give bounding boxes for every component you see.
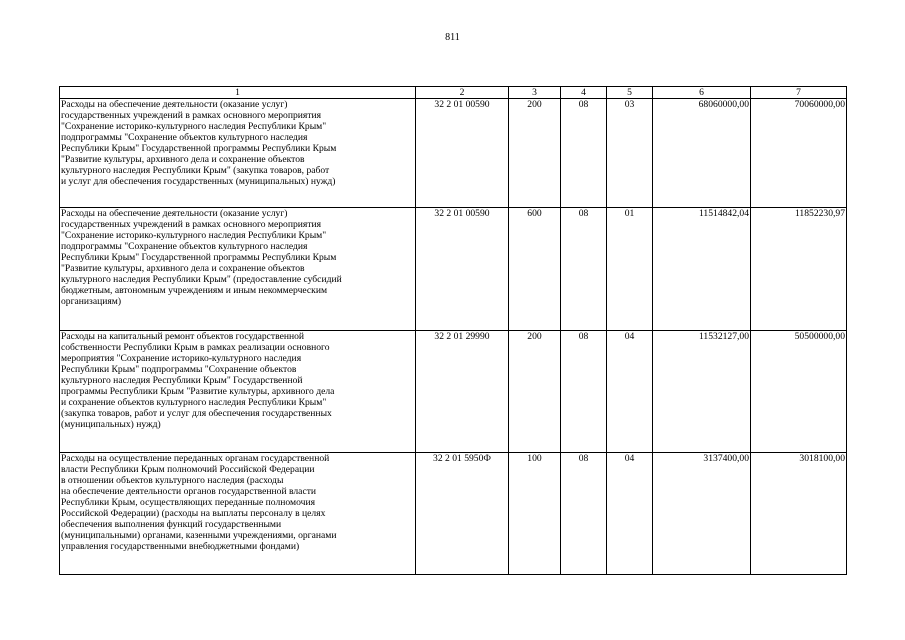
row-subsection: 03 [607,99,653,208]
header-col-7: 7 [751,87,847,99]
header-col-1: 1 [60,87,416,99]
header-col-5: 5 [607,87,653,99]
row-description: Расходы на капитальный ремонт объектов государственной собственности Республики Крым в рамках реализации основного мероприятия "Сохранение историко-культурного наследия Республики Крым" подпрограммы "Сохранение объектов культурного наследия Республики Крым" Государственной программы Республики Крым "Развитие культуры, архивного дела и сохранение объектов культурного наследия Республики Крым" (закупка товаров, работ и услуг для обеспечения государственных (муниципальных) нужд) [60,331,416,453]
row-expense-type: 600 [509,208,561,331]
row-description: Расходы на обеспечение деятельности (оказание услуг) государственных учреждений в рамках основного мероприятия "Сохранение историко-культурного наследия Республики Крым" подпрограммы "Сохранение объектов культурного наследия Республики Крым" Государственной программы Республики Крым "Развитие культуры, архивного дела и сохранение объектов культурного наследия Республики Крым" (закупка товаров, работ и услуг для обеспечения государственных (муниципальных) нужд) [60,99,416,208]
row-target-code: 32 2 01 29990 [416,331,509,453]
row-amount-col7: 50500000,00 [751,331,847,453]
row-target-code: 32 2 01 00590 [416,99,509,208]
row-amount-col6: 11514842,04 [653,208,751,331]
header-row [60,87,847,99]
row-amount-col7: 3018100,00 [751,453,847,575]
row-target-code: 32 2 01 00590 [416,208,509,331]
table-row [60,331,847,453]
row-amount-col6: 68060000,00 [653,99,751,208]
header-col-3: 3 [509,87,561,99]
row-amount-col6: 11532127,00 [653,331,751,453]
row-subsection: 04 [607,453,653,575]
header-col-6: 6 [653,87,751,99]
row-section: 08 [561,208,607,331]
table-row [60,453,847,575]
row-description: Расходы на обеспечение деятельности (оказание услуг) государственных учреждений в рамках основного мероприятия "Сохранение историко-культурного наследия Республики Крым" подпрограммы "Сохранение объектов культурного наследия Республики Крым" Государственной программы Республики Крым "Развитие культуры, архивного дела и сохранение объектов культурного наследия Республики Крым" (предоставление субсидий бюджетным, автономным учреждениям и иным некоммерческим организациям) [60,208,416,331]
row-subsection: 01 [607,208,653,331]
header-col-4: 4 [561,87,607,99]
row-expense-type: 100 [509,453,561,575]
row-expense-type: 200 [509,331,561,453]
row-amount-col7: 11852230,97 [751,208,847,331]
table-row [60,99,847,208]
table-row [60,208,847,331]
row-target-code: 32 2 01 5950Ф [416,453,509,575]
row-subsection: 04 [607,331,653,453]
row-section: 08 [561,453,607,575]
row-amount-col7: 70060000,00 [751,99,847,208]
row-section: 08 [561,99,607,208]
row-amount-col6: 3137400,00 [653,453,751,575]
row-section: 08 [561,331,607,453]
header-col-2: 2 [416,87,509,99]
row-description: Расходы на осуществление переданных органам государственной власти Республики Крым полномочий Российской Федерации в отношении объектов культурного наследия (расходы на обеспечение деятельности органов государственной власти Республики Крым, осуществляющих переданные полномочия Российской Федерации) (расходы на выплаты персоналу в целях обеспечения выполнения функций государственными (муниципальными) органами, казенными учреждениями, органами управления государственными внебюджетными фондами) [60,453,416,575]
page-number: 811 [445,32,460,43]
row-expense-type: 200 [509,99,561,208]
budget-table [59,86,847,575]
